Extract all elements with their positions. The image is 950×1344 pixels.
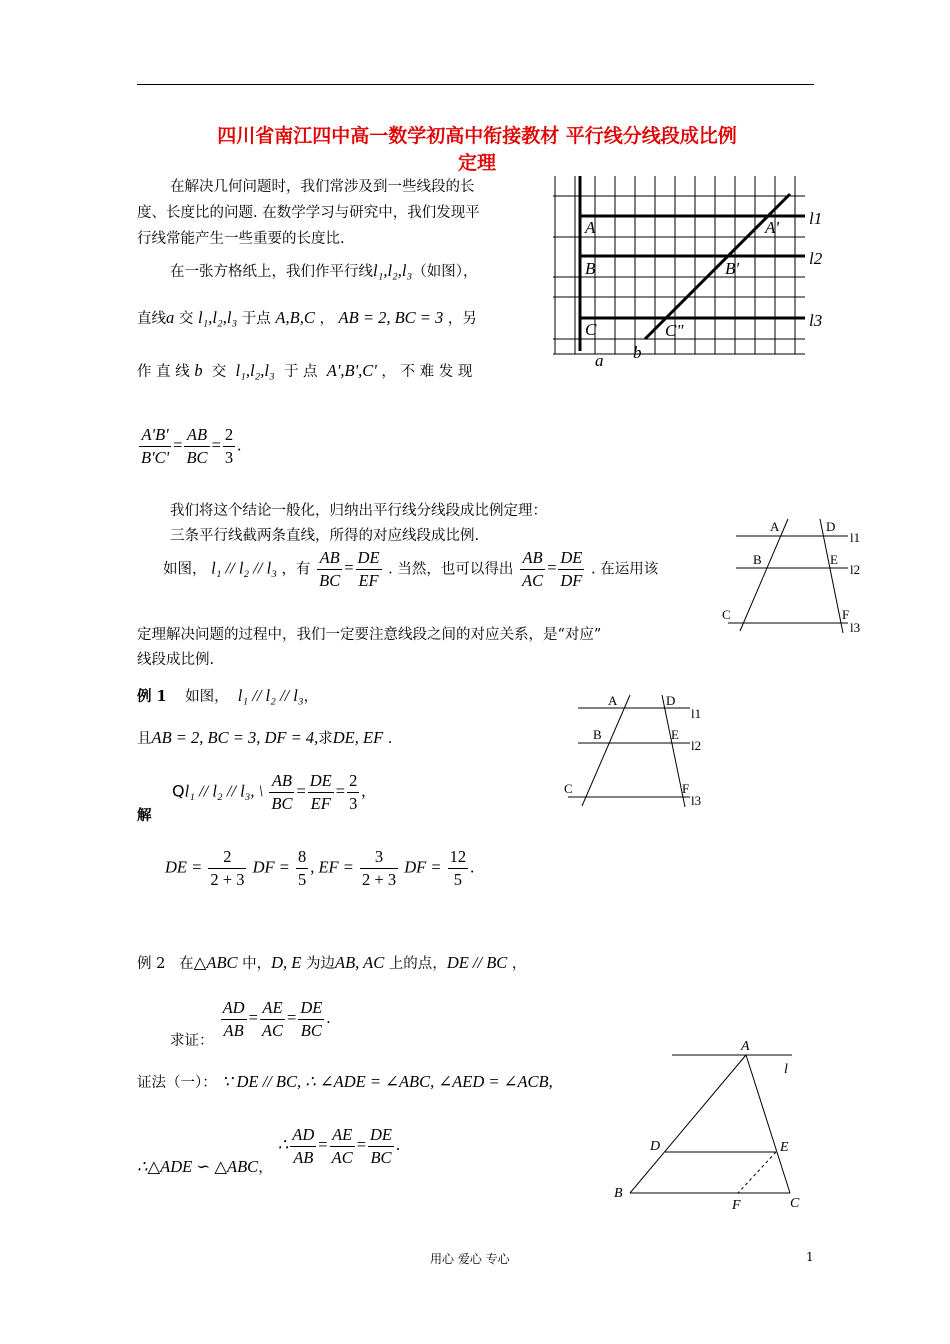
fig1-label-b: b — [633, 343, 642, 362]
fig1-label-A1: A' — [765, 218, 780, 237]
example-1-given — [137, 726, 392, 751]
prove-frac1-num: AD — [221, 997, 247, 1020]
fig3-label-F: F — [682, 781, 690, 796]
prove-frac2-num: AE — [260, 997, 285, 1020]
ex2-text-e: ， — [511, 956, 527, 972]
g3-parallel: l₁ // l₂ // l₃ — [211, 558, 277, 578]
ex2-points: D, E — [271, 953, 302, 972]
example-1-label: 例 1 — [137, 688, 167, 705]
p2-text-a: 在一张方格纸上，我们作平行线 — [170, 264, 373, 280]
p3-text-d: ，另 — [447, 311, 477, 327]
equation-1 — [137, 424, 241, 469]
fig1-label-C1: C" — [665, 321, 684, 340]
eq1-equals-2: = — [211, 435, 221, 455]
g3-frac3-den: AC — [521, 571, 544, 590]
eq1-num-3: 2 — [223, 424, 235, 447]
p3-lines: l₁,l₂,l₃ — [197, 308, 238, 327]
prove-equals-2: = — [287, 1008, 297, 1028]
final-frac3-den: BC — [370, 1148, 392, 1167]
sol2-frac3-den: 2 + 3 — [362, 870, 397, 889]
paragraph-4 — [137, 359, 521, 384]
g3-frac1-num: AB — [317, 547, 342, 570]
fig4-label-A: A — [741, 1039, 750, 1054]
ex1-text-b: ， — [303, 689, 319, 705]
sol2-text-b: DF = — [252, 857, 290, 877]
g3-frac2-den: EF — [358, 571, 379, 590]
g3-text-c: . 当然，也可以得出 — [388, 561, 514, 578]
final-frac1-num: AD — [290, 1124, 316, 1147]
prove-frac3-den: BC — [300, 1021, 322, 1040]
sim-statement: ∴△ADE ∽ △ABC — [137, 1157, 259, 1177]
fig2-label-l2: l2 — [850, 562, 861, 577]
ex2-text-a: 在 — [179, 956, 194, 972]
g3-equals-2: = — [547, 558, 557, 578]
header-rule — [137, 84, 814, 85]
sim-comma: ， — [258, 1160, 273, 1177]
example-2-line — [137, 951, 526, 976]
fig3-label-l1: l1 — [691, 706, 702, 721]
figure-example-1 — [560, 692, 710, 812]
eq1-den-2: BC — [186, 448, 208, 467]
general-line-2: 三条平行线截两条直线，所得的对应线段成比例. — [170, 528, 480, 544]
sol2-frac1-den: 2 + 3 — [210, 870, 245, 889]
solution-line-1 — [172, 770, 365, 815]
sol2-frac1-num: 2 — [208, 846, 246, 869]
sol-because: Q — [172, 781, 185, 801]
g3-frac2-num: DE — [356, 547, 382, 570]
sol-frac2-num: DE — [308, 770, 334, 793]
p4-text-d: ， 不 难 发 现 — [381, 364, 473, 380]
g3-text-b: ，有 — [281, 561, 311, 578]
fig4-label-B: B — [614, 1186, 623, 1201]
p3-text-a: 直线 — [137, 311, 166, 327]
ex2-triangle: △ABC — [193, 953, 238, 972]
method-label: 证法（一）： — [137, 1075, 217, 1091]
p4-lines: l₁,l₂,l₃ — [235, 361, 275, 380]
g3-text-d: . 在运用该 — [591, 561, 659, 578]
fig2-label-B: B — [753, 552, 762, 567]
p4-var-b: b — [194, 361, 203, 380]
fig3-label-D: D — [666, 693, 676, 708]
fig1-label-B1: B' — [725, 259, 740, 278]
final-line — [137, 1124, 401, 1177]
p2-lines: l₁,l₂,l₃ — [373, 261, 413, 280]
fig4-label-l: l — [784, 1062, 788, 1077]
ex1-find: DE, EF — [332, 728, 384, 747]
g3-frac3-num: AB — [520, 547, 545, 570]
sol2-frac4-num: 12 — [448, 846, 469, 869]
prove-frac3-num: DE — [298, 997, 324, 1020]
example-1-line — [137, 684, 318, 709]
sol-frac1-num: AB — [269, 770, 294, 793]
fig2-label-D: D — [826, 519, 836, 534]
ex1-text-a: 如图， — [185, 689, 229, 705]
fig2-label-A: A — [770, 519, 780, 534]
p2-text-b: （如图）， — [412, 264, 478, 280]
eq1-end: . — [237, 435, 242, 455]
eq1-den-3: 3 — [224, 448, 234, 467]
p3-values: AB = 2, BC = 3 — [338, 308, 444, 327]
fig4-label-E: E — [780, 1140, 789, 1155]
general-line-1: 我们将这个结论一般化，归纳出平行线分线段成比例定理： — [170, 503, 547, 519]
footer-slogan: 用心 爱心 专心 — [430, 1252, 510, 1266]
eq1-num-2: AB — [184, 424, 209, 447]
p4-text-a: 作 直 线 — [137, 364, 190, 380]
prove-line — [170, 997, 331, 1050]
prove-end: . — [326, 1008, 331, 1028]
intro-line-1: 在解决几何问题时，我们常涉及到一些线段的长 — [170, 179, 475, 195]
ex1-given: AB = 2, BC = 3, DF = 4, — [151, 728, 319, 747]
g3-frac4-den: DF — [560, 571, 583, 590]
sol-parallel: l₁ // l₂ // l₃, \ — [184, 781, 264, 801]
fig3-label-C: C — [564, 781, 573, 796]
final-frac3-num: DE — [368, 1124, 394, 1147]
ex2-text-c: 为边 — [306, 956, 335, 972]
sol-end: , — [361, 781, 366, 801]
prove-equals-1: = — [248, 1008, 258, 1028]
g3-text-a: 如图， — [163, 561, 207, 578]
ex2-parallel: DE // BC — [446, 953, 508, 972]
method-line — [137, 1071, 553, 1095]
p3-var-a: a — [166, 308, 175, 327]
fig3-label-l2: l2 — [691, 738, 702, 753]
fig1-label-l2: l2 — [809, 249, 823, 268]
prove-frac2-den: AC — [261, 1021, 283, 1040]
fig1-label-A: A — [585, 218, 596, 237]
figure-grid-paper — [535, 176, 835, 372]
page-number: 1 — [806, 1250, 814, 1264]
fig4-label-C: C — [790, 1196, 800, 1211]
sol-equals-1: = — [296, 781, 306, 801]
sol2-frac4-den: 5 — [453, 870, 462, 889]
g3-frac4-num: DE — [558, 547, 584, 570]
sol2-text-c: , EF = — [310, 857, 354, 877]
sol2-text-d: DF = — [404, 857, 442, 877]
page-title-line2: 定理 — [457, 152, 496, 174]
final-equals-2: = — [356, 1135, 367, 1155]
ex2-text-b: 中， — [242, 956, 272, 972]
general-line-3 — [163, 547, 658, 592]
fig1-label-l3: l3 — [809, 311, 823, 330]
fig2-label-F: F — [842, 607, 850, 622]
g3-equals-1: = — [344, 558, 354, 578]
final-frac2-num: AE — [330, 1124, 355, 1147]
p3-text-c: 于点 — [241, 311, 271, 327]
method-text: ∵ DE // BC, ∴ ∠ADE = ∠ABC, ∠AED = ∠ACB, — [221, 1072, 553, 1091]
prove-frac1-den: AB — [223, 1021, 244, 1040]
fig3-label-B: B — [593, 727, 602, 742]
fig1-label-a: a — [595, 351, 604, 370]
fig2-label-E: E — [830, 552, 838, 567]
fig1-label-B: B — [585, 259, 596, 278]
fig1-label-C: C — [585, 320, 597, 339]
p4-points: A',B',C' — [326, 361, 377, 380]
ex1-text-e: . — [387, 731, 393, 747]
paragraph-2 — [170, 259, 477, 284]
figure-triangle — [608, 1035, 808, 1215]
eq1-equals-1: = — [173, 435, 183, 455]
p4-text-c: 于 点 — [283, 364, 318, 380]
p4-text-b: 交 — [211, 364, 227, 380]
final-equals-1: = — [318, 1135, 328, 1155]
final-frac1-den: AB — [293, 1148, 314, 1167]
sol-frac3-num: 2 — [347, 770, 359, 793]
p3-text-b: 交 — [178, 311, 194, 327]
page-title: 四川省南江四中高一数学初高中衔接教材 平行线分线段成比例 — [217, 125, 737, 147]
intro-line-2: 度、长度比的问题. 在数学学习与研究中，我们发现平 — [137, 205, 480, 221]
ex1-text-c: 且 — [137, 731, 152, 747]
sol2-frac2-num: 8 — [296, 846, 308, 869]
final-therefore: ∴ — [277, 1135, 289, 1155]
prove-label: 求证： — [170, 1033, 214, 1050]
fig4-label-F: F — [732, 1198, 741, 1213]
fig2-label-l3: l3 — [850, 620, 861, 635]
fig4-label-D: D — [650, 1139, 661, 1154]
g3-frac1-den: BC — [319, 571, 341, 590]
final-frac2-den: AC — [331, 1148, 353, 1167]
eq1-num-1: A'B' — [139, 424, 171, 447]
ex1-parallel: l₁ // l₂ // l₃ — [237, 686, 304, 705]
final-end: . — [396, 1135, 401, 1155]
figure-theorem — [718, 516, 868, 636]
fig1-label-l1: l1 — [809, 209, 823, 228]
fig3-label-A: A — [608, 693, 618, 708]
ex1-text-d: 求 — [318, 731, 333, 747]
sol-equals-2: = — [335, 781, 346, 801]
sol-frac1-den: BC — [271, 794, 293, 813]
p3-comma: ， — [319, 311, 334, 327]
sol2-end: . — [470, 857, 475, 877]
sol-frac2-den: EF — [310, 794, 331, 813]
general-line-4: 定理解决问题的过程中，我们一定要注意线段之间的对应关系，是“对应” — [137, 627, 602, 643]
fig2-label-C: C — [722, 607, 731, 622]
p3-points: A,B,C — [275, 308, 315, 327]
sol2-frac3-num: 3 — [360, 846, 398, 869]
sol2-text-a: DE = — [165, 857, 203, 877]
solution-label: 解 — [137, 807, 152, 824]
fig2-label-l1: l1 — [850, 530, 861, 545]
fig3-label-l3: l3 — [691, 793, 702, 808]
general-line-5: 线段成比例. — [137, 652, 215, 668]
intro-line-3: 行线常能产生一些重要的长度比. — [137, 231, 345, 247]
ex2-text-d: 上的点， — [388, 956, 447, 972]
sol2-frac2-den: 5 — [297, 870, 307, 889]
eq1-den-1: B'C' — [141, 448, 170, 467]
sol-frac3-den: 3 — [349, 794, 358, 813]
paragraph-3 — [137, 306, 477, 331]
example-2-label: 例 2 — [137, 956, 166, 972]
fig3-label-E: E — [671, 727, 679, 742]
solution-line-2 — [165, 846, 474, 891]
ex2-sides: AB, AC — [335, 953, 385, 972]
